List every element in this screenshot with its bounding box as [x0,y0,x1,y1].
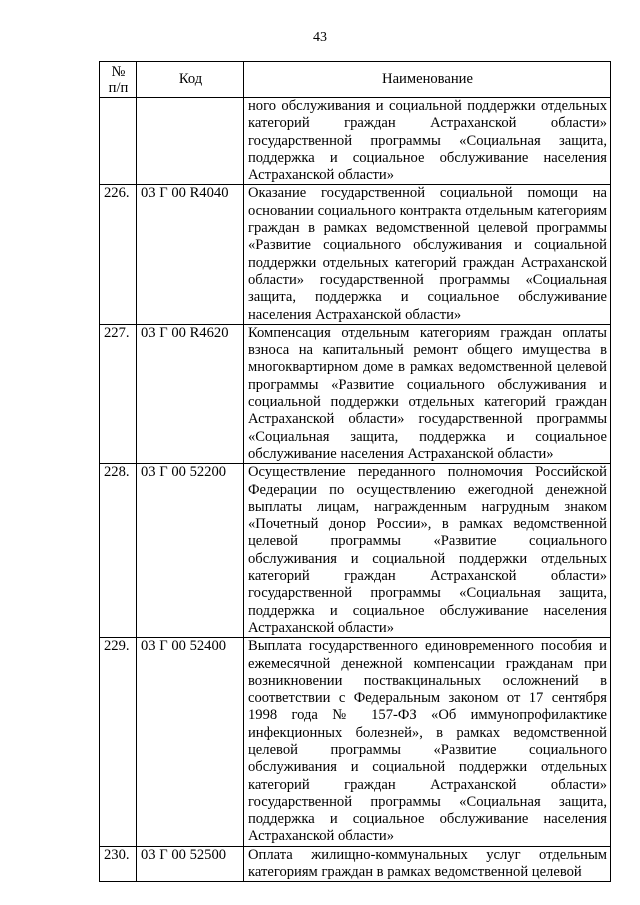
header-name: Наименование [244,62,611,98]
row-number: 230. [100,846,137,882]
page-number: 43 [313,30,327,45]
table-header-row [100,62,611,98]
table-row [100,638,611,847]
table-row [100,98,611,185]
row-code: 03 Г 00 52200 [137,464,244,638]
row-code: 03 Г 00 52400 [137,638,244,847]
row-code: 03 Г 00 R4620 [137,324,244,463]
budget-classification-table [99,61,611,882]
table-row [100,464,611,638]
row-code [137,98,244,185]
header-code: Код [137,62,244,98]
row-number: 227. [100,324,137,463]
row-name: ного обслуживания и социальной поддержки отдельных категорий граждан Астраханской области» государственной программы «Социальная защита, поддержка и социальное обслуживание населения Астраханской области» [244,98,611,185]
header-number [100,62,137,98]
row-name: Компенсация отдельным категориям граждан оплаты взноса на капитальный ремонт общего имущества в многоквартирном доме в рамках ведомственной целевой программы «Развитие социального обслуживания и социальной поддержки отдельных категорий граждан Астраханской области» государственной программы «Социальная защита, поддержка и социальное обслуживание населения Астраханской области» [244,324,611,463]
row-number: 226. [100,185,137,324]
row-name: Выплата государственного единовременного пособия и ежемесячной денежной компенсации гражданам при возникновении поствакцинальных осложнений в соответствии с Федеральным законом от 17 сентября 1998 года № 157-ФЗ «Об иммунопрофилактике инфекционных болезней», в рамках ведомственной целевой программы «Развитие социального обслуживания и социальной поддержки отдельных категорий граждан Астраханской области» государственной программы «Социальная защита, поддержка и социальное обслуживание населения Астраханской области» [244,638,611,847]
header-number-symbol: № [111,64,126,80]
row-name: Оказание государственной социальной помощи на основании социального контракта отдельным категориям граждан в рамках ведомственной целевой программы «Развитие социального обслуживания и социальной поддержки отдельных категорий граждан Астраханской области» государственной программы «Социальная защита, поддержка и социальное обслуживание населения Астраханской области» [244,185,611,324]
row-name: Осуществление переданного полномочия Российской Федерации по осуществлению ежегодной денежной выплаты лицам, награжденным нагрудным знаком «Почетный донор России», в рамках ведомственной целевой программы «Развитие социального обслуживания и социальной поддержки отдельных категорий граждан Астраханской области» государственной программы «Социальная защита, поддержка и социальное обслуживание населения Астраханской области» [244,464,611,638]
table-row [100,185,611,324]
row-name: Оплата жилищно-коммунальных услуг отдельным категориям граждан в рамках ведомственной целевой [244,846,611,882]
header-number-abbrev: п/п [108,80,129,96]
row-number: 229. [100,638,137,847]
table-row [100,324,611,463]
row-code: 03 Г 00 52500 [137,846,244,882]
row-number: 228. [100,464,137,638]
table-row [100,846,611,882]
row-code: 03 Г 00 R4040 [137,185,244,324]
row-number [100,98,137,185]
